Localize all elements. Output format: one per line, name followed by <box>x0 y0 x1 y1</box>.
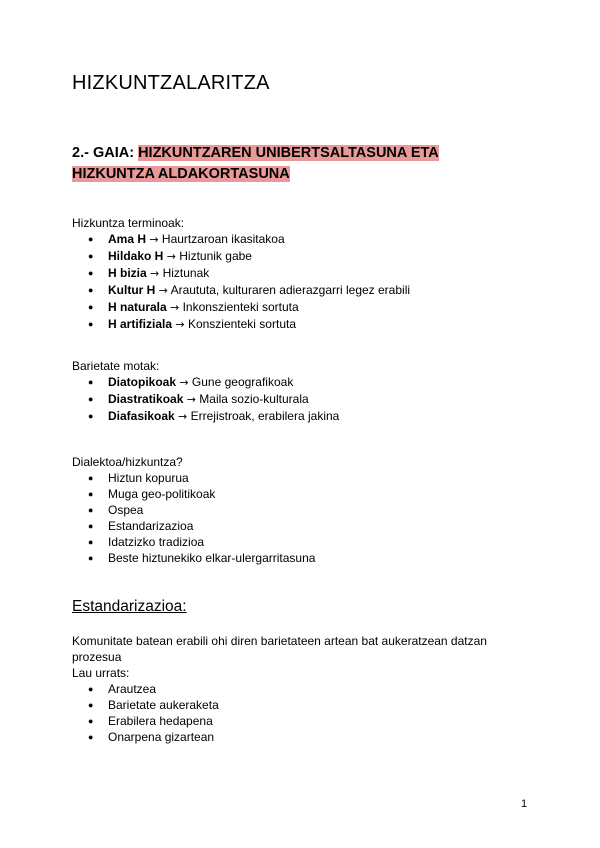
term-description: Araututa, kulturaren adierazgarri legez erabili <box>170 283 411 297</box>
list-item: ● Idatzizko tradizioa <box>72 534 315 550</box>
list-item <box>72 391 339 408</box>
list-item <box>72 408 339 425</box>
terminoak-list <box>72 231 410 333</box>
dialektoa-section <box>72 454 315 566</box>
term-label: Ama H <box>108 232 147 246</box>
arrow-icon: → <box>178 410 188 423</box>
estandarizazioa-definition: Komunitate batean erabili ohi diren barietateen artean bat aukeratzean datzan prozesua <box>72 634 487 664</box>
term-description: Konszienteki sortuta <box>187 317 296 331</box>
term-description: Maila sozio-kulturala <box>199 392 309 406</box>
estandarizazioa-section <box>72 633 522 745</box>
list-item: ● Ospea <box>72 502 315 518</box>
topic-highlight-line2: HIZKUNTZA ALDAKORTASUNA <box>72 166 290 182</box>
list-item: ● Hiztun kopurua <box>72 470 315 486</box>
list-item <box>72 374 339 391</box>
list-item <box>72 231 410 248</box>
term-label: Diatopikoak <box>108 375 177 389</box>
term-label: Diastratikoak <box>108 392 184 406</box>
term-label: H bizia <box>108 266 147 280</box>
list-item: ● Onarpena gizartean <box>72 729 522 745</box>
page-number: 1 <box>521 798 528 810</box>
list-item: ● Barietate aukeraketa <box>72 697 522 713</box>
term-description: Hiztunak <box>162 266 210 280</box>
arrow-icon: → <box>150 267 160 280</box>
term-description: Inkonszienteki sortuta <box>182 300 299 314</box>
arrow-icon: → <box>186 393 196 406</box>
arrow-icon: → <box>158 284 168 297</box>
arrow-icon: → <box>149 233 159 246</box>
list-item: ● Muga geo-politikoak <box>72 486 315 502</box>
topic-heading <box>72 143 512 185</box>
list-item <box>72 248 410 265</box>
term-label: H artifiziala <box>108 317 173 331</box>
barietate-heading: Barietate motak: <box>72 359 160 373</box>
arrow-icon: → <box>170 301 180 314</box>
list-item: ● Erabilera hedapena <box>72 713 522 729</box>
barietate-list <box>72 374 339 425</box>
terminoak-section <box>72 215 410 333</box>
steps-list <box>72 681 522 745</box>
term-description: Gune geografikoak <box>191 375 294 389</box>
estandarizazioa-heading: Estandarizazioa: <box>72 598 187 615</box>
list-item: ● Beste hiztunekiko elkar-ulergarritasuna <box>72 550 315 566</box>
term-label: Hildako H <box>108 249 164 263</box>
steps-heading: Lau urrats: <box>72 666 130 680</box>
arrow-icon: → <box>166 250 176 263</box>
arrow-icon: → <box>175 318 185 331</box>
list-item <box>72 316 410 333</box>
topic-highlight-line1: HIZKUNTZAREN UNIBERTSALTASUNA ETA <box>138 145 439 161</box>
term-description: Haurtzaroan ikasitakoa <box>161 232 285 246</box>
arrow-icon: → <box>179 376 189 389</box>
barietate-section <box>72 358 339 425</box>
term-label: Diafasikoak <box>108 409 175 423</box>
term-label: Kultur H <box>108 283 156 297</box>
document-title: HIZKUNTZALARITZA <box>72 72 270 94</box>
terminoak-heading: Hizkuntza terminoak: <box>72 216 185 230</box>
list-item <box>72 299 410 316</box>
dialektoa-heading: Dialektoa/hizkuntza? <box>72 455 183 469</box>
topic-prefix: 2.- GAIA: <box>72 145 139 161</box>
list-item <box>72 282 410 299</box>
list-item <box>72 265 410 282</box>
term-description: Hiztunik gabe <box>179 249 252 263</box>
term-description: Errejistroak, erabilera jakina <box>190 409 340 423</box>
list-item: ● Arautzea <box>72 681 522 697</box>
list-item: ● Estandarizazioa <box>72 518 315 534</box>
term-label: H naturala <box>108 300 167 314</box>
dialektoa-list <box>72 470 315 566</box>
